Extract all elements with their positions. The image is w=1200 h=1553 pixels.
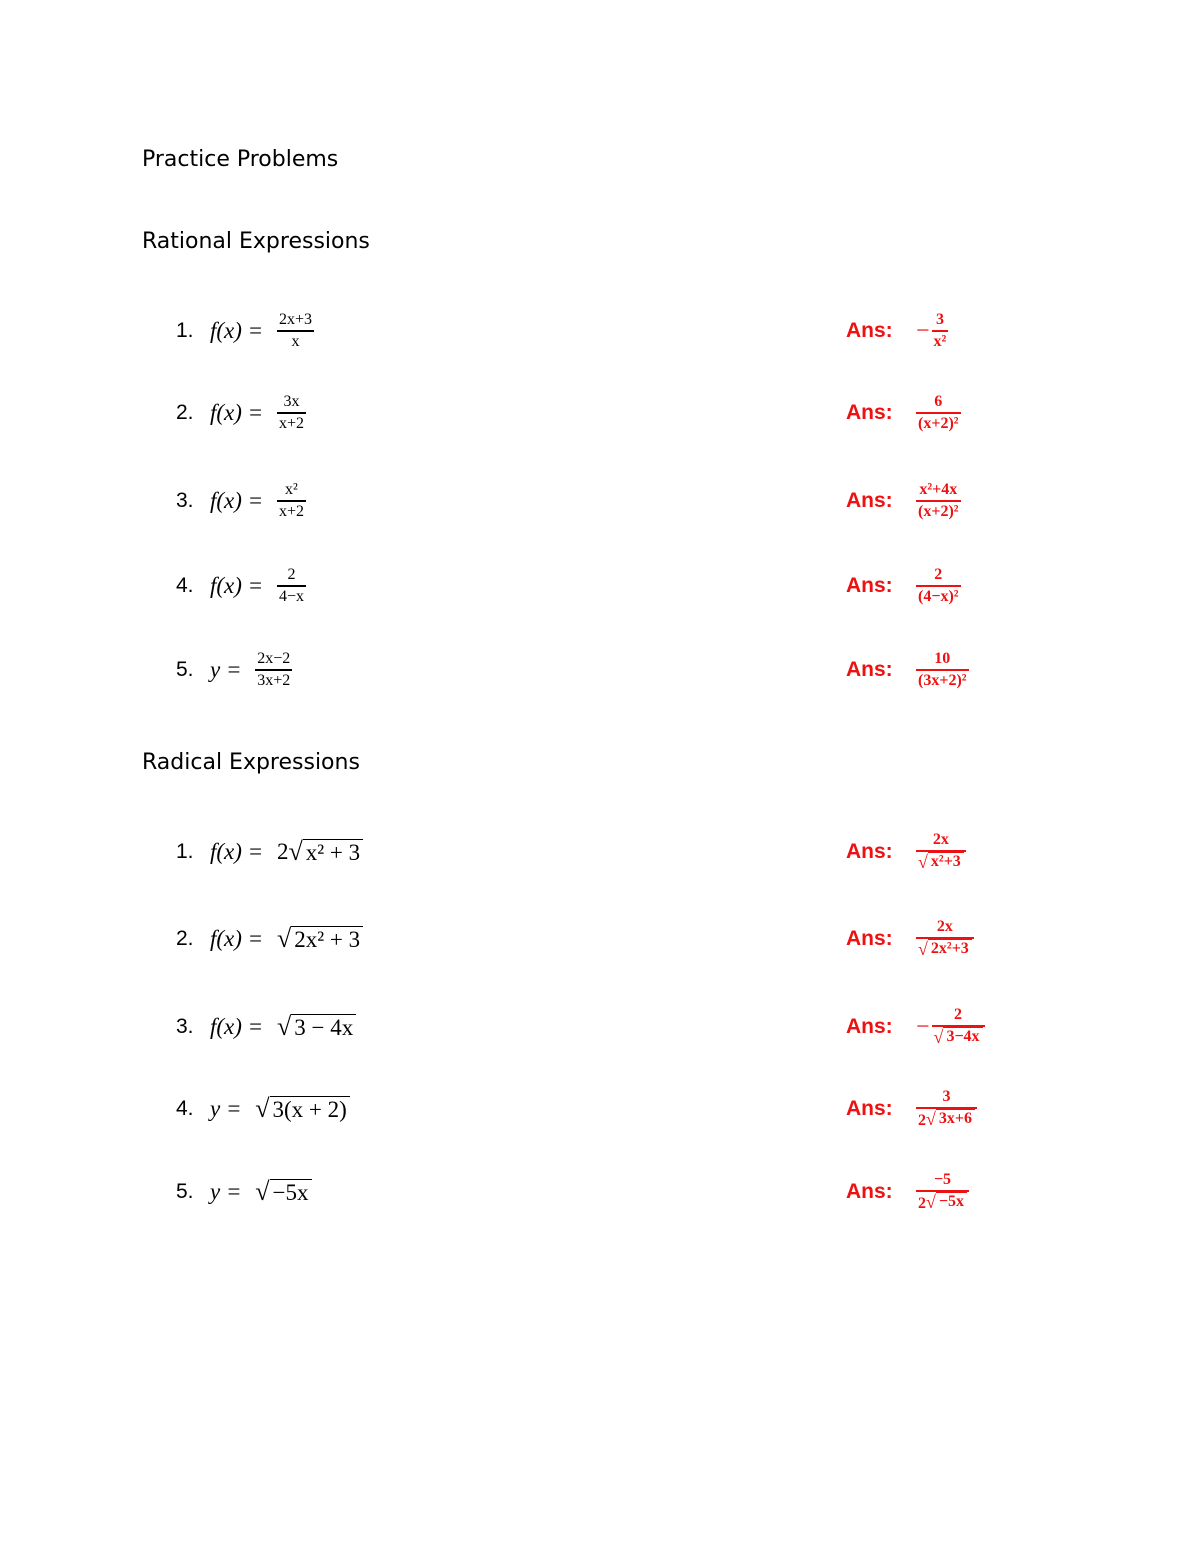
radical-sign: √ xyxy=(276,1012,292,1041)
numerator: 2x xyxy=(936,918,953,935)
problem-fraction xyxy=(277,480,306,522)
problem-lhs: f(x) = xyxy=(210,839,269,864)
answer-label: Ans: xyxy=(846,840,893,863)
answer-label: Ans: xyxy=(846,1180,893,1203)
denominator: 4−x xyxy=(278,588,304,605)
denominator xyxy=(916,852,966,874)
denominator: (x+2)² xyxy=(918,503,959,520)
answer-row xyxy=(846,909,974,969)
answer-sign: − xyxy=(916,1013,930,1040)
answer-fraction xyxy=(916,565,961,607)
answer-sign: − xyxy=(916,317,930,344)
problem-row xyxy=(176,909,363,969)
problem-lhs: f(x) = xyxy=(210,400,269,425)
answer-fraction xyxy=(932,310,949,352)
problem-lhs: f(x) = xyxy=(210,1014,269,1039)
denominator: x² xyxy=(933,333,947,350)
numerator: 2 xyxy=(934,566,943,583)
radicand: 3(x + 2) xyxy=(270,1096,350,1123)
radicand: 3x+6 xyxy=(936,1109,975,1128)
numerator: 6 xyxy=(934,393,943,410)
problem-lhs: y = xyxy=(210,657,248,682)
answer-row xyxy=(846,997,985,1057)
problem-radical xyxy=(255,1095,350,1123)
answer-label: Ans: xyxy=(846,927,893,950)
denominator: x xyxy=(291,333,300,350)
answer-fraction xyxy=(932,1005,985,1049)
problem-number: 3. xyxy=(176,489,194,512)
denominator-coefficient: 2 xyxy=(918,1195,926,1212)
problem-row xyxy=(176,383,306,443)
answer-fraction xyxy=(916,830,966,874)
answer-label: Ans: xyxy=(846,401,893,424)
answer-label: Ans: xyxy=(846,489,893,512)
numerator: x²+4x xyxy=(919,481,958,498)
problem-lhs: y = xyxy=(210,1096,248,1121)
problem-lhs: f(x) = xyxy=(210,488,269,513)
denominator: 3x+2 xyxy=(257,672,291,689)
problem-number: 2. xyxy=(176,401,194,424)
denominator-radical xyxy=(926,1109,975,1128)
page-title: Practice Problems xyxy=(142,147,339,172)
answer-row xyxy=(846,471,961,531)
problem-radical xyxy=(288,838,363,866)
radicand: −5x xyxy=(936,1192,967,1211)
numerator: −5 xyxy=(933,1171,952,1188)
problem-number: 1. xyxy=(176,840,194,863)
answer-row xyxy=(846,1162,969,1222)
problem-row xyxy=(176,1079,350,1139)
denominator: x+2 xyxy=(278,415,304,432)
radical-sign: √ xyxy=(288,837,303,866)
denominator-radical xyxy=(934,1027,983,1046)
problem-number: 4. xyxy=(176,1097,194,1120)
numerator: 3 xyxy=(942,1088,951,1105)
problem-radical xyxy=(255,1178,311,1206)
answer-label: Ans: xyxy=(846,1097,893,1120)
denominator-coefficient: 2 xyxy=(918,1112,926,1129)
denominator: (x+2)² xyxy=(918,415,959,432)
numerator: 2x−2 xyxy=(257,650,291,667)
radical-sign: √ xyxy=(926,1192,936,1212)
problem-radical xyxy=(277,925,363,953)
radicand: 2x² + 3 xyxy=(291,926,363,953)
radicand: 3−4x xyxy=(943,1027,982,1046)
denominator-radical xyxy=(918,852,964,871)
answer-fraction xyxy=(916,480,961,522)
answer-fraction xyxy=(916,392,961,434)
answer-label: Ans: xyxy=(846,319,893,342)
answer-row xyxy=(846,822,966,882)
problem-lhs: f(x) = xyxy=(210,318,269,343)
problem-fraction xyxy=(255,649,292,691)
problem-number: 5. xyxy=(176,1180,194,1203)
radicand: x²+3 xyxy=(928,852,964,871)
answer-row xyxy=(846,1079,977,1139)
numerator: 2 xyxy=(287,566,296,583)
answer-fraction xyxy=(916,917,974,961)
answer-row xyxy=(846,383,961,443)
radical-sign: √ xyxy=(276,924,292,953)
problem-row xyxy=(176,640,292,700)
answer-label: Ans: xyxy=(846,574,893,597)
numerator: x² xyxy=(285,481,298,498)
rational-heading: Rational Expressions xyxy=(142,229,370,254)
problem-number: 3. xyxy=(176,1015,194,1038)
problem-lhs: f(x) = xyxy=(210,573,269,598)
problem-row xyxy=(176,822,363,882)
denominator xyxy=(916,1192,969,1214)
problem-radical xyxy=(277,1013,356,1041)
denominator: (3x+2)² xyxy=(918,672,967,689)
problem-row xyxy=(176,997,356,1057)
denominator-radical xyxy=(926,1192,967,1211)
coefficient: 2 xyxy=(276,839,289,864)
radicand: 3 − 4x xyxy=(291,1014,356,1041)
problem-row xyxy=(176,556,306,616)
problem-number: 1. xyxy=(176,319,194,342)
answer-label: Ans: xyxy=(846,658,893,681)
radical-sign: √ xyxy=(926,1109,936,1129)
numerator: 3 xyxy=(935,311,944,328)
numerator: 2x xyxy=(932,831,949,848)
answer-fraction xyxy=(916,1170,969,1214)
radicand: x² + 3 xyxy=(303,839,363,866)
problem-number: 2. xyxy=(176,927,194,950)
numerator: 3x xyxy=(283,393,300,410)
denominator: x+2 xyxy=(278,503,304,520)
problem-fraction xyxy=(277,310,314,352)
problem-number: 5. xyxy=(176,658,194,681)
problem-row xyxy=(176,301,314,361)
radical-sign: √ xyxy=(918,852,928,872)
numerator: 2 xyxy=(954,1006,963,1023)
problem-row xyxy=(176,1162,312,1222)
problem-lhs: f(x) = xyxy=(210,926,269,951)
denominator xyxy=(916,1109,977,1131)
answer-row xyxy=(846,301,948,361)
answer-row xyxy=(846,640,969,700)
denominator xyxy=(932,1027,985,1049)
denominator xyxy=(916,939,974,961)
numerator: 10 xyxy=(934,650,951,667)
problem-fraction xyxy=(277,392,306,434)
answer-fraction xyxy=(916,649,969,691)
radicand: 2x²+3 xyxy=(928,939,972,958)
problem-fraction xyxy=(277,565,306,607)
radical-sign: √ xyxy=(933,1027,944,1047)
problem-row xyxy=(176,471,306,531)
denominator-radical xyxy=(918,939,972,958)
answer-row xyxy=(846,556,961,616)
answer-fraction xyxy=(916,1087,977,1131)
answer-label: Ans: xyxy=(846,1015,893,1038)
denominator: (4−x)² xyxy=(918,588,959,605)
radical-sign: √ xyxy=(255,1094,270,1123)
numerator: 2x+3 xyxy=(278,311,312,328)
radical-sign: √ xyxy=(255,1177,270,1206)
problem-number: 4. xyxy=(176,574,194,597)
radical-sign: √ xyxy=(918,939,928,959)
radical-heading: Radical Expressions xyxy=(142,750,360,775)
problem-lhs: y = xyxy=(210,1179,248,1204)
radicand: −5x xyxy=(270,1179,312,1206)
